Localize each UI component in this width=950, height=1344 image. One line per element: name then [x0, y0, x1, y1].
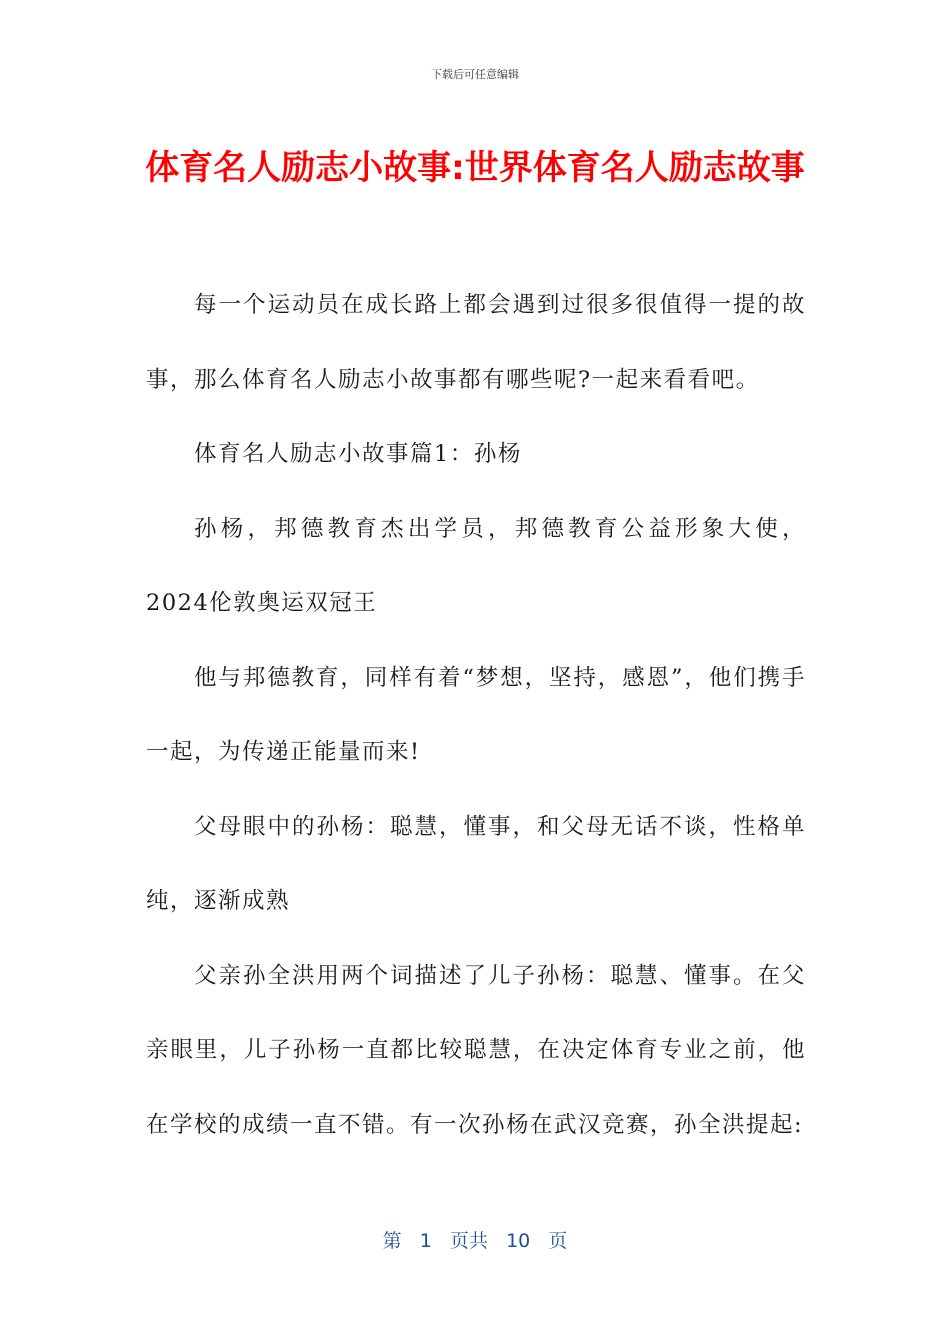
paragraph-sun-yang-intro: 孙杨，邦德教育杰出学员，邦德教育公益形象大使，2024伦敦奥运双冠王	[146, 515, 806, 616]
footer-current-page: 1	[419, 1230, 432, 1252]
paragraph-bond-education: 他与邦德教育，同样有着“梦想，坚持，感恩”，他们携手一起，为传递正能量而来!	[146, 664, 806, 765]
paragraph-section-heading: 体育名人励志小故事篇1：孙杨	[194, 441, 522, 467]
header-note: 下载后可任意编辑	[431, 68, 519, 81]
paragraph-father-description: 父亲孙全洪用两个词描述了儿子孙杨：聪慧、懂事。在父亲眼里，儿子孙杨一直都比较聪慧，在决定体育专业之前，他在学校的成绩一直不错。有一次孙杨在武汉竞赛，孙全洪提起:	[146, 962, 806, 1138]
footer-middle: 页共	[449, 1230, 488, 1252]
footer-suffix: 页	[548, 1230, 568, 1252]
footer-prefix: 第	[382, 1230, 402, 1252]
page-footer	[0, 1226, 950, 1253]
footer-total-pages: 10	[506, 1230, 531, 1252]
paragraph-intro: 每一个运动员在成长路上都会遇到过很多很值得一提的故事，那么体育名人励志小故事都有哪些呢?一起来看看吧。	[146, 292, 806, 393]
paragraph-parents-view: 父母眼中的孙杨：聪慧，懂事，和父母无话不谈，性格单纯，逐渐成熟	[146, 813, 806, 914]
document-body	[146, 268, 806, 1162]
document-title: 体育名人励志小故事:世界体育名人励志故事	[145, 148, 805, 188]
